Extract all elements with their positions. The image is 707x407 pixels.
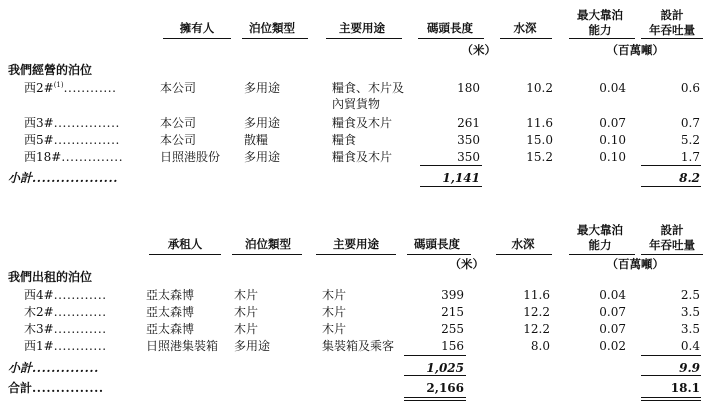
header-rule xyxy=(326,38,402,39)
berth-type-cell: 木片 xyxy=(234,305,259,319)
subtotal-rule xyxy=(404,355,466,356)
capacity-cell: 0.07 xyxy=(599,322,626,336)
throughput-cell: 3.5 xyxy=(680,322,700,336)
subtotal-underline xyxy=(641,186,701,187)
capacity-cell: 0.07 xyxy=(599,305,626,319)
header-water-depth: 水深 xyxy=(511,237,535,251)
water-depth-cell: 15.0 xyxy=(526,133,553,147)
capacity-cell: 0.07 xyxy=(599,116,626,130)
water-depth-cell: 11.6 xyxy=(526,116,553,130)
table-row-berth xyxy=(24,81,117,95)
header-rule xyxy=(232,254,302,255)
capacity-cell: 0.04 xyxy=(599,81,626,95)
berth-name: 西5# xyxy=(24,133,54,147)
header-design-throughput-1: 設計 xyxy=(660,223,684,237)
berth-name: 西1# xyxy=(24,339,54,353)
header-rule xyxy=(418,38,484,39)
header-max-capacity-2: 能力 xyxy=(588,238,612,252)
quay-length-cell: 180 xyxy=(457,81,480,95)
quay-length-cell: 215 xyxy=(441,305,464,319)
unit-meters: （米） xyxy=(449,257,484,271)
throughput-cell: 3.5 xyxy=(680,305,700,319)
subtotal-rule xyxy=(420,165,482,166)
header-rule xyxy=(407,254,471,255)
table-row-berth xyxy=(24,150,123,164)
table-row-berth xyxy=(24,322,107,336)
subtotal-underline xyxy=(404,375,466,376)
throughput-cell: 0.7 xyxy=(680,116,700,130)
main-use-cell: 糧食及木片 xyxy=(332,116,393,130)
capacity-cell: 0.10 xyxy=(599,133,626,147)
berth-name: 木3# xyxy=(24,322,54,336)
subtotal-label: 小計 xyxy=(8,171,33,185)
leader-dots: ............ xyxy=(53,322,107,336)
water-depth-cell: 10.2 xyxy=(526,81,553,95)
owner-cell: 本公司 xyxy=(160,81,197,95)
unit-million-tonnes: （百萬噸） xyxy=(606,43,664,57)
leader-dots: ............ xyxy=(63,81,117,95)
header-main-use: 主要用途 xyxy=(333,237,379,251)
header-rule xyxy=(496,254,552,255)
table-row-berth xyxy=(24,305,107,319)
total-throughput: 18.1 xyxy=(670,381,700,395)
leader-dots: .............. xyxy=(61,150,124,164)
subtotal-length: 1,141 xyxy=(442,171,480,185)
capacity-cell: 0.02 xyxy=(599,339,626,353)
subtotal-underline xyxy=(420,186,482,187)
subtotal-rule xyxy=(641,355,701,356)
subtotal-rule xyxy=(641,165,701,166)
leader-dots: ............ xyxy=(53,305,107,319)
berth-type-cell: 多用途 xyxy=(244,150,281,164)
main-use-cell: 糧食及木片 xyxy=(332,150,393,164)
main-use-cell: 木片 xyxy=(322,288,347,302)
total-double-underline xyxy=(641,400,701,401)
lessee-cell: 亞太森博 xyxy=(146,288,195,302)
subtotal-throughput: 9.9 xyxy=(679,361,700,375)
header-max-capacity-2: 能力 xyxy=(588,23,612,37)
water-depth-cell: 12.2 xyxy=(523,305,550,319)
owner-cell: 本公司 xyxy=(160,116,197,130)
berth-name: 西2# xyxy=(24,81,54,95)
leader-dots: .................. xyxy=(32,171,119,185)
lessee-cell: 亞太森博 xyxy=(146,322,195,336)
subtotal-throughput: 8.2 xyxy=(679,171,700,185)
subtotal-row xyxy=(8,171,118,185)
berth-name: 西4# xyxy=(24,288,54,302)
section-title: 我們出租的泊位 xyxy=(8,270,93,284)
subtotal-label: 小計 xyxy=(8,361,33,375)
berth-type-cell: 木片 xyxy=(234,322,259,336)
lessee-cell: 亞太森博 xyxy=(146,305,195,319)
water-depth-cell: 8.0 xyxy=(530,339,550,353)
table-row-berth xyxy=(24,339,107,353)
throughput-cell: 2.5 xyxy=(680,288,700,302)
capacity-cell: 0.10 xyxy=(599,150,626,164)
quay-length-cell: 350 xyxy=(457,133,480,147)
quay-length-cell: 156 xyxy=(441,339,464,353)
leader-dots: .............. xyxy=(32,361,99,375)
header-max-capacity-1: 最大靠泊 xyxy=(577,8,623,22)
header-rule xyxy=(500,38,552,39)
main-use-cell-line2: 內貿貨物 xyxy=(332,97,381,111)
quay-length-cell: 350 xyxy=(457,150,480,164)
header-rule xyxy=(641,254,703,255)
throughput-cell: 0.6 xyxy=(680,81,700,95)
header-berth-type: 泊位類型 xyxy=(249,21,295,35)
total-double-underline xyxy=(404,397,466,398)
quay-length-cell: 261 xyxy=(457,116,480,130)
subtotal-length: 1,025 xyxy=(426,361,464,375)
main-use-cell: 木片 xyxy=(322,322,347,336)
header-rule xyxy=(641,38,703,39)
berth-type-cell: 多用途 xyxy=(234,339,271,353)
lessee-cell: 日照港集裝箱 xyxy=(146,339,219,353)
header-design-throughput-2: 年吞吐量 xyxy=(649,238,695,252)
capacity-cell: 0.04 xyxy=(599,288,626,302)
unit-meters: （米） xyxy=(461,43,496,57)
total-length: 2,166 xyxy=(426,381,464,395)
main-use-cell: 糧食、木片及 xyxy=(332,81,405,95)
throughput-cell: 0.4 xyxy=(680,339,700,353)
table-row-berth xyxy=(24,288,107,302)
header-design-throughput-1: 設計 xyxy=(660,8,684,22)
subtotal-row xyxy=(8,361,99,375)
water-depth-cell: 12.2 xyxy=(523,322,550,336)
leader-dots: ............... xyxy=(53,116,120,130)
header-rule xyxy=(569,254,635,255)
berth-type-cell: 多用途 xyxy=(244,116,281,130)
header-quay-length: 碼頭長度 xyxy=(414,237,460,251)
header-lessee: 承租人 xyxy=(167,237,203,251)
leader-dots: ............... xyxy=(53,133,120,147)
footnote-marker: (1) xyxy=(53,81,64,89)
throughput-cell: 5.2 xyxy=(680,133,700,147)
unit-million-tonnes: （百萬噸） xyxy=(606,257,664,271)
header-rule xyxy=(149,254,221,255)
main-use-cell: 集裝箱及乘客 xyxy=(322,339,395,353)
water-depth-cell: 15.2 xyxy=(526,150,553,164)
total-row xyxy=(8,381,104,395)
berth-name: 西3# xyxy=(24,116,54,130)
leader-dots: ............... xyxy=(32,381,104,395)
berth-name: 木2# xyxy=(24,305,54,319)
header-owner: 擁有人 xyxy=(179,21,215,35)
header-quay-length: 碼頭長度 xyxy=(427,21,473,35)
berth-name: 西18# xyxy=(24,150,62,164)
header-rule xyxy=(163,38,231,39)
header-water-depth: 水深 xyxy=(513,21,537,35)
header-rule xyxy=(569,38,635,39)
section-title: 我們經營的泊位 xyxy=(8,63,93,77)
header-rule xyxy=(242,38,308,39)
header-max-capacity-1: 最大靠泊 xyxy=(577,223,623,237)
owner-cell: 本公司 xyxy=(160,133,197,147)
table-row-berth xyxy=(24,133,120,147)
header-berth-type: 泊位類型 xyxy=(245,237,291,251)
water-depth-cell: 11.6 xyxy=(523,288,550,302)
main-use-cell: 糧食 xyxy=(332,133,357,147)
total-double-underline xyxy=(641,397,701,398)
quay-length-cell: 255 xyxy=(441,322,464,336)
header-rule xyxy=(316,254,396,255)
berth-type-cell: 散糧 xyxy=(244,133,269,147)
berth-type-cell: 木片 xyxy=(234,288,259,302)
subtotal-underline xyxy=(641,375,701,376)
total-label: 合計 xyxy=(8,381,33,395)
leader-dots: ............ xyxy=(53,339,107,353)
berth-type-cell: 多用途 xyxy=(244,81,281,95)
table-row-berth xyxy=(24,116,120,130)
owner-cell: 日照港股份 xyxy=(160,150,221,164)
quay-length-cell: 399 xyxy=(441,288,464,302)
total-double-underline xyxy=(404,400,466,401)
header-main-use: 主要用途 xyxy=(339,21,385,35)
main-use-cell: 木片 xyxy=(322,305,347,319)
header-design-throughput-2: 年吞吐量 xyxy=(649,23,695,37)
leader-dots: ............ xyxy=(53,288,107,302)
throughput-cell: 1.7 xyxy=(680,150,700,164)
